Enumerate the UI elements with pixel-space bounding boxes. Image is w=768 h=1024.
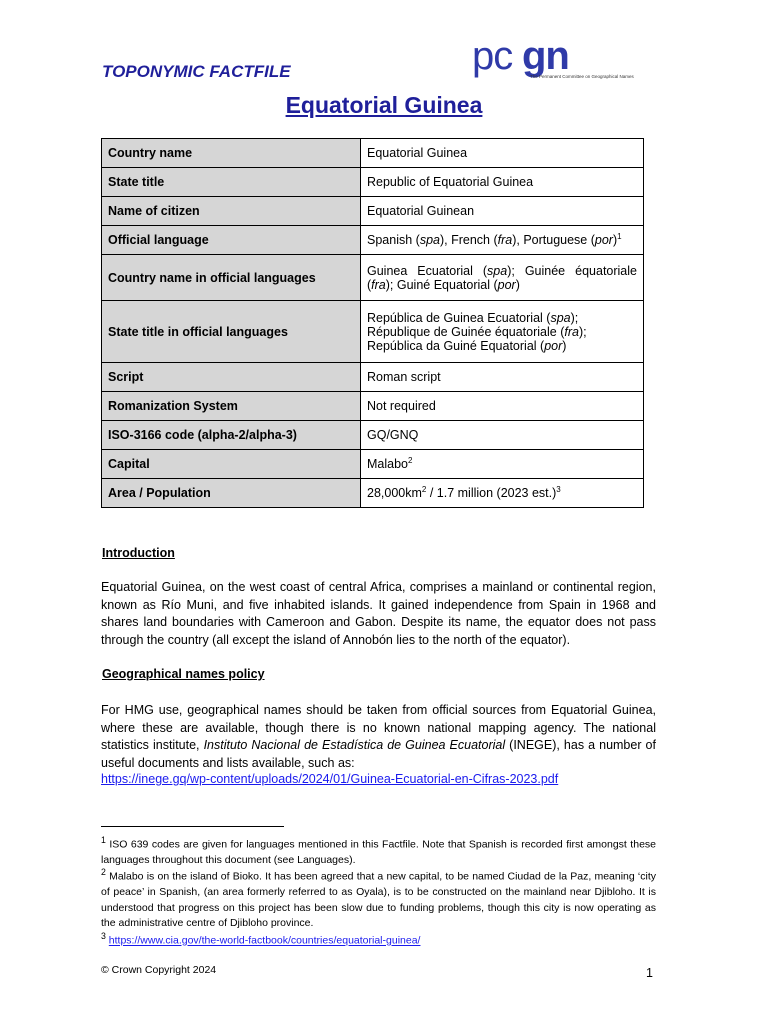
row-key: Official language (102, 226, 361, 255)
logo-pc-text: pc (472, 34, 513, 78)
table-row (102, 421, 644, 450)
row-value: Malabo$^2$ (361, 450, 644, 479)
table-row (102, 301, 644, 363)
page-title: Equatorial Guinea (285, 92, 483, 118)
row-value: Equatorial Guinea (361, 139, 644, 168)
table-row (102, 226, 644, 255)
row-key: Romanization System (102, 392, 361, 421)
row-value: GQ/GNQ (361, 421, 644, 450)
row-key: Country name (102, 139, 361, 168)
inege-link[interactable]: https://inege.gq/wp-content/uploads/2024/01/Guinea-Ecuatorial-en-Cifras-2023.pdf (101, 772, 559, 786)
table-row (102, 197, 644, 226)
footnote-ref: 3 (556, 485, 561, 495)
row-value: Guinea Ecuatorial (spa); Guinée équatoriale (fra); Guiné Equatorial (por) (361, 255, 644, 301)
footnote-ref: 2 (408, 456, 413, 466)
row-key: Area / Population (102, 479, 361, 508)
row-value: Republic of Equatorial Guinea (361, 168, 644, 197)
row-key: Name of citizen (102, 197, 361, 226)
table-row (102, 139, 644, 168)
factfile-table (101, 138, 644, 508)
footnote-divider (101, 826, 284, 827)
row-key: ISO-3166 code (alpha-2/alpha-3) (102, 421, 361, 450)
footnote-3: $^3$ https://www.cia.gov/the-world-factbook/countries/equatorial-guinea/ (101, 931, 421, 947)
intro-heading: Introduction (102, 546, 175, 560)
factfile-label: TOPONYMIC FACTFILE (102, 62, 291, 81)
row-value: Roman script (361, 363, 644, 392)
row-value: $28,000km^2 / 1.7$ million (2023 est.)$^3$ (361, 479, 644, 508)
table-row (102, 168, 644, 197)
intro-paragraph: Equatorial Guinea, on the west coast of central Africa, comprises a mainland or continental region, known as Río Muni, and five inhabited islands. It gained independence from Spain in 1968 and shares land boundaries with Cameroon and Gabon. Despite its name, the equator does not pass through the country (all except the island of Annobón lies to the north of the equator). (101, 580, 656, 647)
footnote-1: $^1$ ISO 639 codes are given for languages mentioned in this Factfile. Note that Spanish is recorded first amongst these languages throughout this document (see Languages). (101, 835, 656, 866)
copyright: © Crown Copyright 2024 (101, 964, 217, 976)
logo-subtitle: The Permanent Committee on Geographical Names (530, 74, 634, 79)
row-value: Equatorial Guinean (361, 197, 644, 226)
row-key: Country name in official languages (102, 255, 361, 301)
table-row (102, 450, 644, 479)
logo-gn-text: gn (522, 34, 569, 78)
policy-heading: Geographical names policy (102, 667, 265, 681)
cia-factbook-link[interactable]: https://www.cia.gov/the-world-factbook/countries/equatorial-guinea/ (108, 934, 421, 947)
footnote-2: $^2$ Malabo is on the island of Bioko. It has been agreed that a new capital, to be named Ciudad de la Paz, meaning ‘city of peace’ in Spanish, (an area formerly referred to as Oyala), is to be constructed on the mainland near Djibloho. It is understood that progress on this project has been slow due to funding problems, though this city is now operating as the administrative centre of Djibloho province. (101, 867, 656, 929)
table-row (102, 363, 644, 392)
row-value: Not required (361, 392, 644, 421)
row-key: Capital (102, 450, 361, 479)
footnote-ref: 1 (617, 232, 622, 242)
policy-paragraph: For HMG use, geographical names should be taken from official sources from Equatorial Guinea, where these are available, though there is no known national mapping agency. The national statistics institute, Instituto Nacional de Estadística de Guinea Ecuatorial (INEGE), has a number of useful documents and lists available, such as: (101, 703, 656, 770)
pcgn-logo (472, 34, 647, 84)
row-key: State title (102, 168, 361, 197)
row-key: Script (102, 363, 361, 392)
table-row (102, 392, 644, 421)
row-key: State title in official languages (102, 301, 361, 363)
page-number: 1 (646, 966, 653, 980)
table-row (102, 479, 644, 508)
table-row (102, 255, 644, 301)
row-value: Spanish (spa), French (fra), Portuguese (por)$^1$ (361, 226, 644, 255)
row-value: República de Guinea Ecuatorial (spa); République de Guinée équatoriale (fra); República da Guiné Equatorial (por) (361, 301, 644, 363)
